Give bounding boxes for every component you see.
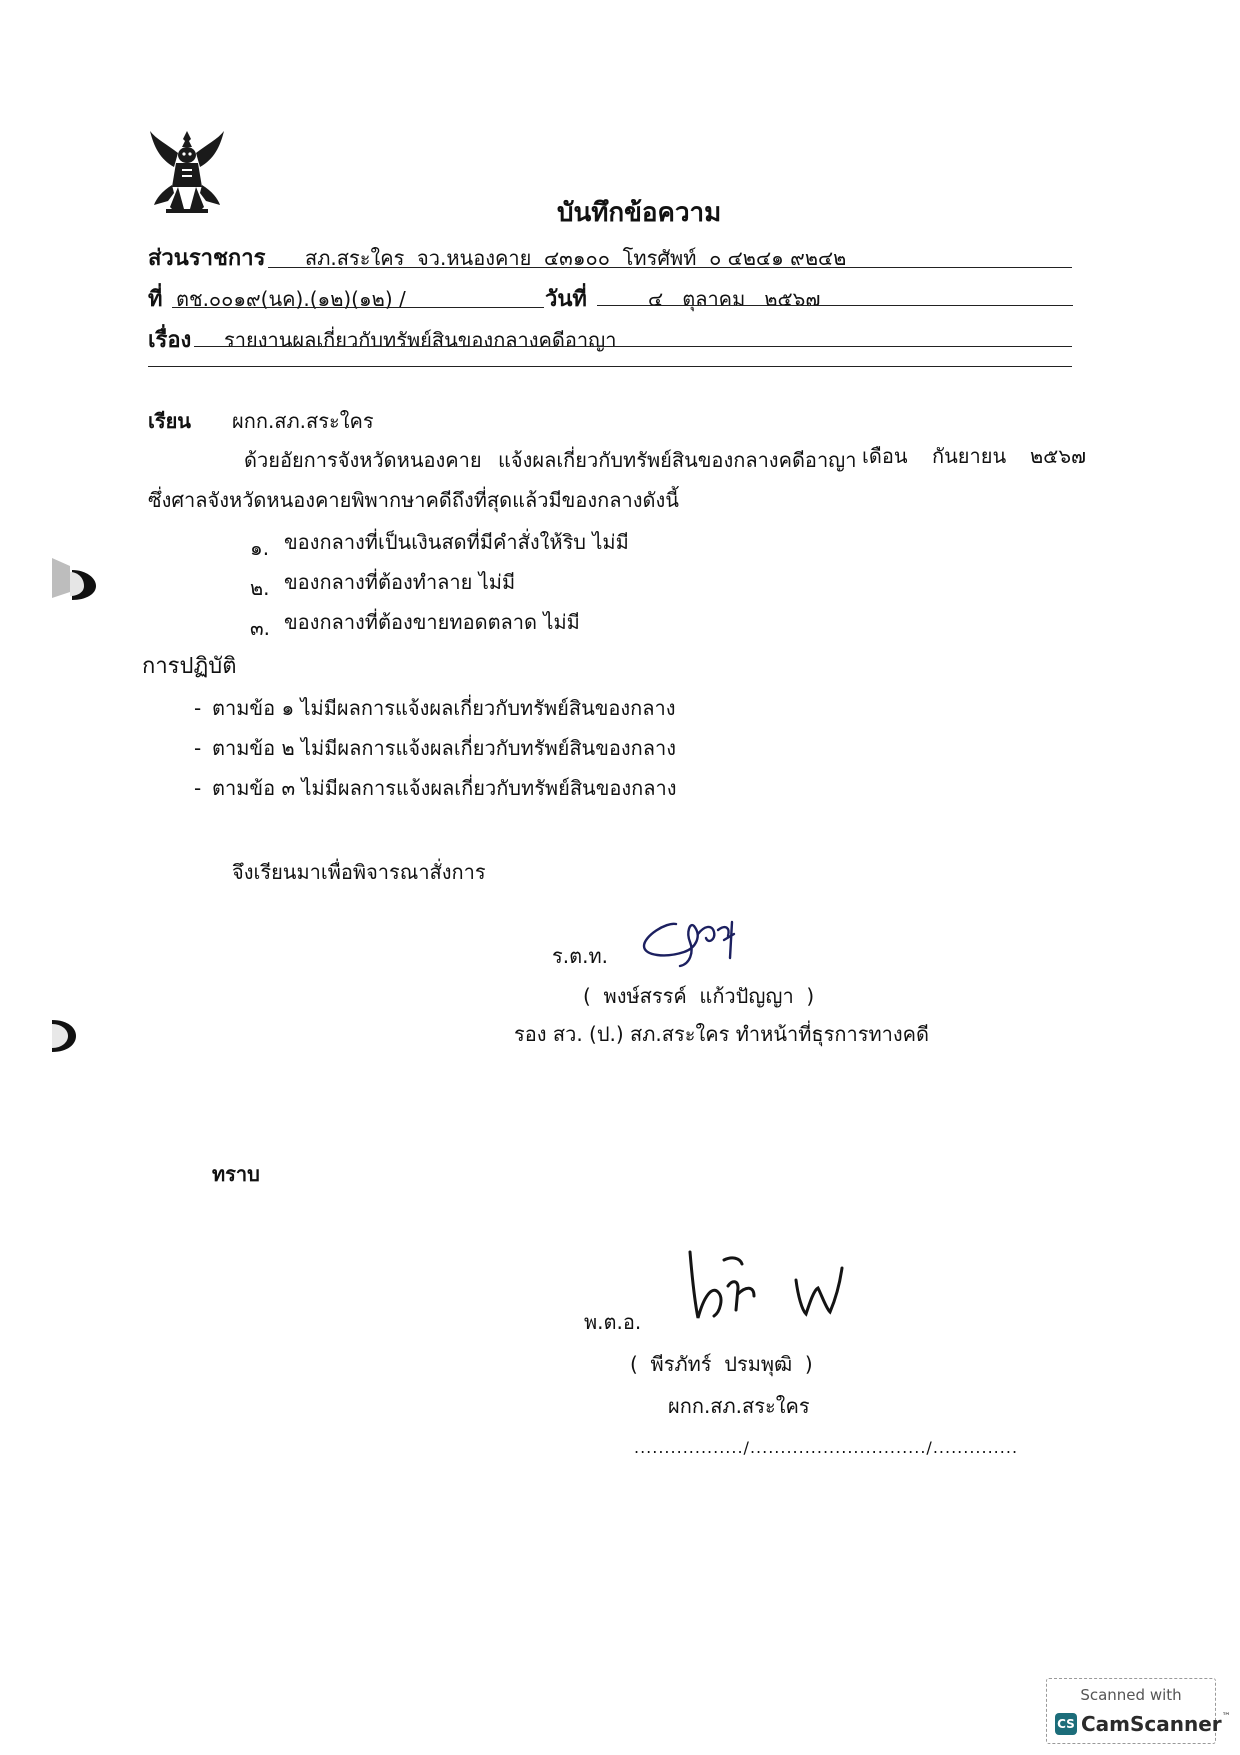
ref-label: ที่ <box>148 287 163 312</box>
document-title: บันทึกข้อความ <box>557 198 722 228</box>
agency-underline <box>268 267 1072 268</box>
item-text: ของกลางที่ต้องทำลาย ไม่มี <box>284 570 516 594</box>
date-value: ๔ ตุลาคม ๒๕๖๗ <box>648 287 821 311</box>
acknowledgement: ทราบ <box>212 1162 260 1186</box>
trademark-symbol: ™ <box>1221 1712 1231 1722</box>
subject-underline <box>194 346 1072 347</box>
ref-value: ตช.๐๐๑๙(นค).(๑๒)(๑๒) / <box>176 287 406 311</box>
binder-clip-top <box>52 558 98 604</box>
paragraph-line1-a: ด้วยอัยการจังหวัดหนองคาย <box>244 448 482 472</box>
action-dash: - <box>194 776 202 800</box>
approver-rank: พ.ต.อ. <box>584 1310 642 1334</box>
camscanner-watermark <box>1046 1678 1231 1744</box>
binder-clip-bottom <box>52 1016 82 1056</box>
signer1-position: รอง สว. (ป.) สภ.สระใคร ทำหน้าที่ธุรการทางคดี <box>514 1022 929 1046</box>
paragraph-line1-e: ๒๕๖๗ <box>1030 444 1087 468</box>
agency-label: ส่วนราชการ <box>148 246 266 271</box>
paragraph-line1-b: แจ้งผลเกี่ยวกับทรัพย์สินของกลางคดีอาญา <box>498 448 857 472</box>
approval-date-line: ................../............................./.............. <box>634 1438 1019 1457</box>
closing-line: จึงเรียนมาเพื่อพิจารณาสั่งการ <box>232 860 486 884</box>
agency-value: สภ.สระใคร จว.หนองคาย ๔๓๑๐๐ โทรศัพท์ ๐ ๔๒๔๑ ๙๒๔๒ <box>305 246 847 270</box>
date-label: วันที่ <box>545 287 587 312</box>
signer1-rank: ร.ต.ท. <box>552 944 608 968</box>
approver-signature <box>684 1246 854 1326</box>
action-text: ตามข้อ ๓ ไม่มีผลการแจ้งผลเกี่ยวกับทรัพย์สินของกลาง <box>212 776 677 800</box>
salutation-value: ผกก.สภ.สระใคร <box>232 409 374 433</box>
paragraph-line1-d: กันยายน <box>932 444 1007 468</box>
garuda-emblem <box>148 125 226 215</box>
action-text: ตามข้อ ๒ ไม่มีผลการแจ้งผลเกี่ยวกับทรัพย์สินของกลาง <box>212 736 677 760</box>
subject-label: เรื่อง <box>148 328 192 353</box>
paragraph-line1-c: เดือน <box>862 444 908 468</box>
watermark-line1: Scanned with <box>1080 1686 1182 1704</box>
salutation-label: เรียน <box>148 409 191 433</box>
action-text: ตามข้อ ๑ ไม่มีผลการแจ้งผลเกี่ยวกับทรัพย์สินของกลาง <box>212 696 676 720</box>
approver-position: ผกก.สภ.สระใคร <box>668 1394 810 1418</box>
item-text: ของกลางที่ต้องขายทอดตลาด ไม่มี <box>284 610 580 634</box>
watermark-line2: CamScanner™ <box>1081 1712 1231 1736</box>
camscanner-logo-icon: CS <box>1055 1713 1077 1735</box>
item-number: ๒. <box>250 576 270 600</box>
approver-name: ( พีรภัทร์ ปรมพุฒิ ) <box>630 1352 813 1376</box>
date-underline <box>597 305 1073 306</box>
item-number: ๓. <box>250 616 271 640</box>
subject-value: รายงานผลเกี่ยวกับทรัพย์สินของกลางคดีอาญา <box>224 328 617 352</box>
item-text: ของกลางที่เป็นเงินสดที่มีคำสั่งให้ริบ ไม่มี <box>284 530 629 554</box>
signer1-signature <box>636 914 756 970</box>
action-dash: - <box>194 736 202 760</box>
paragraph-line2: ซึ่งศาลจังหวัดหนองคายพิพากษาคดีถึงที่สุดแล้วมีของกลางดังนี้ <box>148 488 679 512</box>
action-heading: การปฏิบัติ <box>142 654 237 679</box>
signer1-name: ( พงษ์สรรค์ แก้วปัญญา ) <box>583 984 815 1008</box>
item-number: ๑. <box>250 536 270 560</box>
action-dash: - <box>194 696 202 720</box>
ref-underline <box>172 307 544 308</box>
header-divider <box>148 366 1072 367</box>
